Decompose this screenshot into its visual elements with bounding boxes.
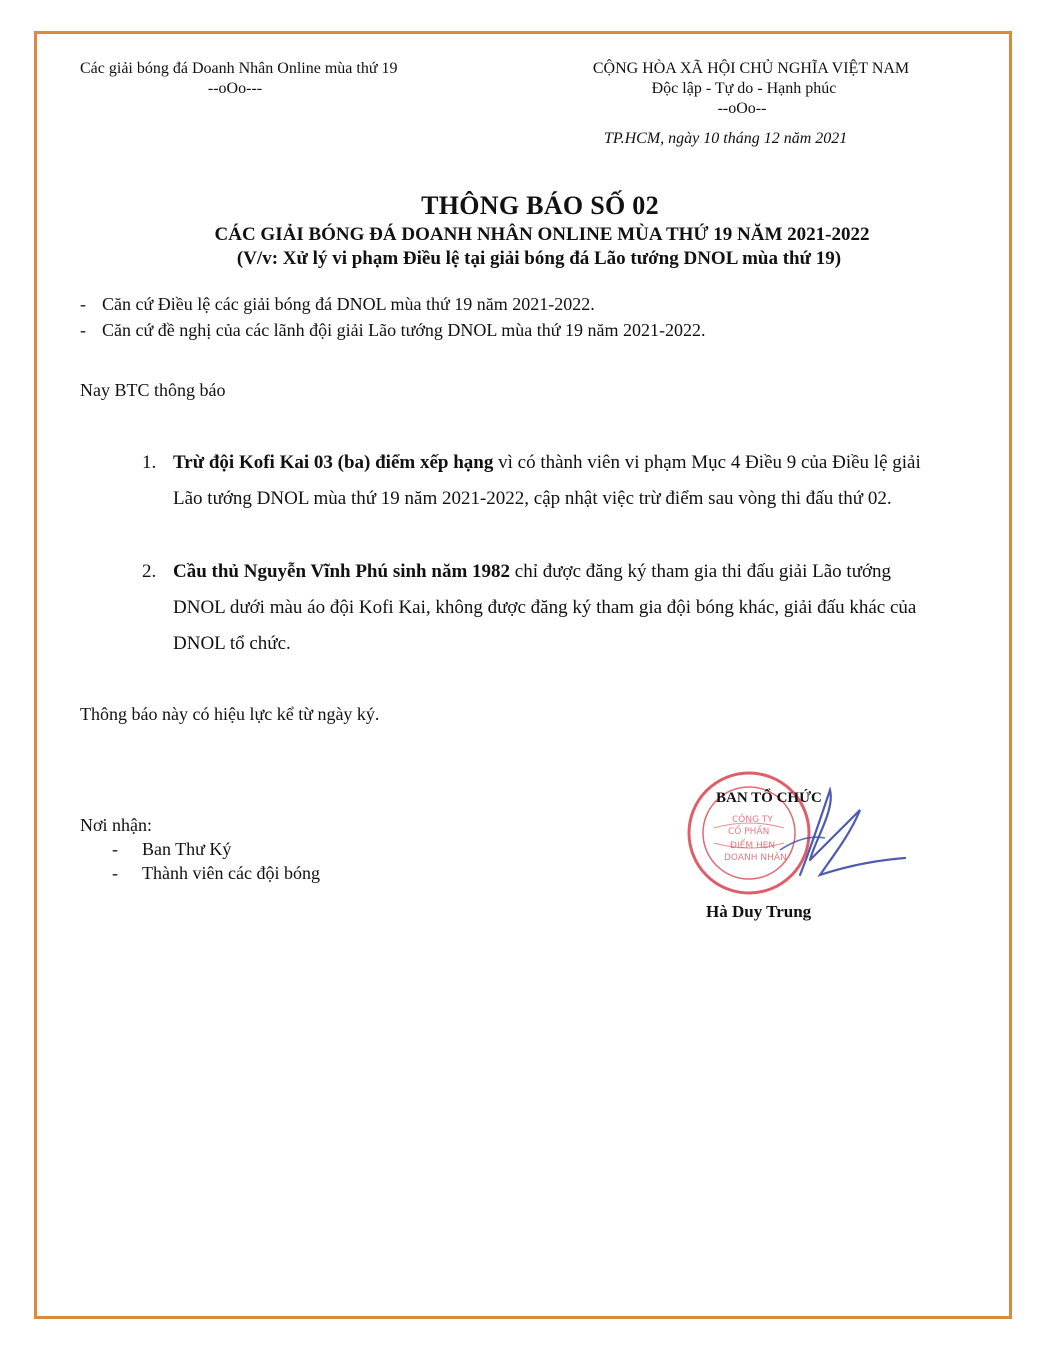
header-left-separator: --oOo--- — [207, 80, 263, 97]
recipient-dash: - — [112, 839, 118, 859]
svg-text:CÔNG TY: CÔNG TY — [732, 815, 773, 825]
header-country: CỘNG HÒA XÃ HỘI CHỦ NGHĨA VIỆT NAM — [592, 60, 910, 77]
recipient-item: Ban Thư Ký — [142, 839, 232, 859]
svg-text:DOANH NHÂN: DOANH NHÂN — [724, 853, 787, 863]
item-1-highlight: Trừ đội Kofi Kai 03 (ba) điểm xếp hạng — [173, 452, 494, 473]
notice-subject: (V/v: Xử lý vi phạm Điều lệ tại giải bóng đá Lão tướng DNOL mùa thứ 19) — [236, 248, 842, 269]
effective-statement: Thông báo này có hiệu lực kể từ ngày ký. — [80, 704, 380, 724]
item-number: 2. — [142, 561, 157, 582]
basis-dash: - — [80, 320, 86, 340]
notice-subtitle: CÁC GIẢI BÓNG ĐÁ DOANH NHÂN ONLINE MÙA THỨ 19 NĂM 2021-2022 — [214, 224, 870, 245]
recipient-dash: - — [112, 863, 118, 883]
item-1-text: vì có thành viên vi phạm Mục 4 Điều 9 của Điều lệ giải — [493, 452, 921, 473]
svg-text:ĐIỂM HẸN: ĐIỂM HẸN — [730, 841, 776, 851]
basis-item: Căn cứ đề nghị của các lãnh đội giải Lão tướng DNOL mùa thứ 19 năm 2021-2022. — [102, 320, 706, 340]
recipients-label: Nơi nhận: — [80, 815, 153, 835]
item-1-line-2: Lão tướng DNOL mùa thứ 19 năm 2021-2022, cập nhật việc trừ điểm sau vòng thi đấu thứ 02. — [173, 488, 892, 509]
header-right-separator: --oOo-- — [717, 100, 767, 117]
signing-authority: BAN TỔ CHỨC — [716, 790, 822, 806]
document-date: TP.HCM, ngày 10 tháng 12 năm 2021 — [604, 130, 848, 147]
svg-text:CỔ PHẦN: CỔ PHẦN — [728, 827, 770, 837]
recipient-item: Thành viên các đội bóng — [142, 863, 320, 883]
item-2-highlight: Cầu thủ Nguyễn Vĩnh Phú sinh năm 1982 — [173, 561, 511, 582]
item-1-line-1 — [173, 445, 921, 481]
header-organization: Các giải bóng đá Doanh Nhân Online mùa thứ 19 — [80, 60, 398, 77]
item-2-line-2: DNOL dưới màu áo đội Kofi Kai, không được đăng ký tham gia đội bóng khác, giải đấu khác của — [173, 597, 917, 618]
intro-text: Nay BTC thông báo — [80, 380, 226, 400]
item-number: 1. — [142, 452, 157, 473]
notice-title: THÔNG BÁO SỐ 02 — [421, 191, 659, 220]
basis-dash: - — [80, 294, 86, 314]
item-2-text: chỉ được đăng ký tham gia thi đấu giải Lão tướng — [510, 561, 892, 582]
basis-item: Căn cứ Điều lệ các giải bóng đá DNOL mùa thứ 19 năm 2021-2022. — [102, 294, 595, 314]
header-motto: Độc lập - Tự do - Hạnh phúc — [651, 80, 837, 97]
item-2-line-3: DNOL tổ chức. — [173, 633, 291, 654]
signatory-name: Hà Duy Trung — [706, 902, 812, 921]
item-2-line-1 — [173, 554, 891, 590]
